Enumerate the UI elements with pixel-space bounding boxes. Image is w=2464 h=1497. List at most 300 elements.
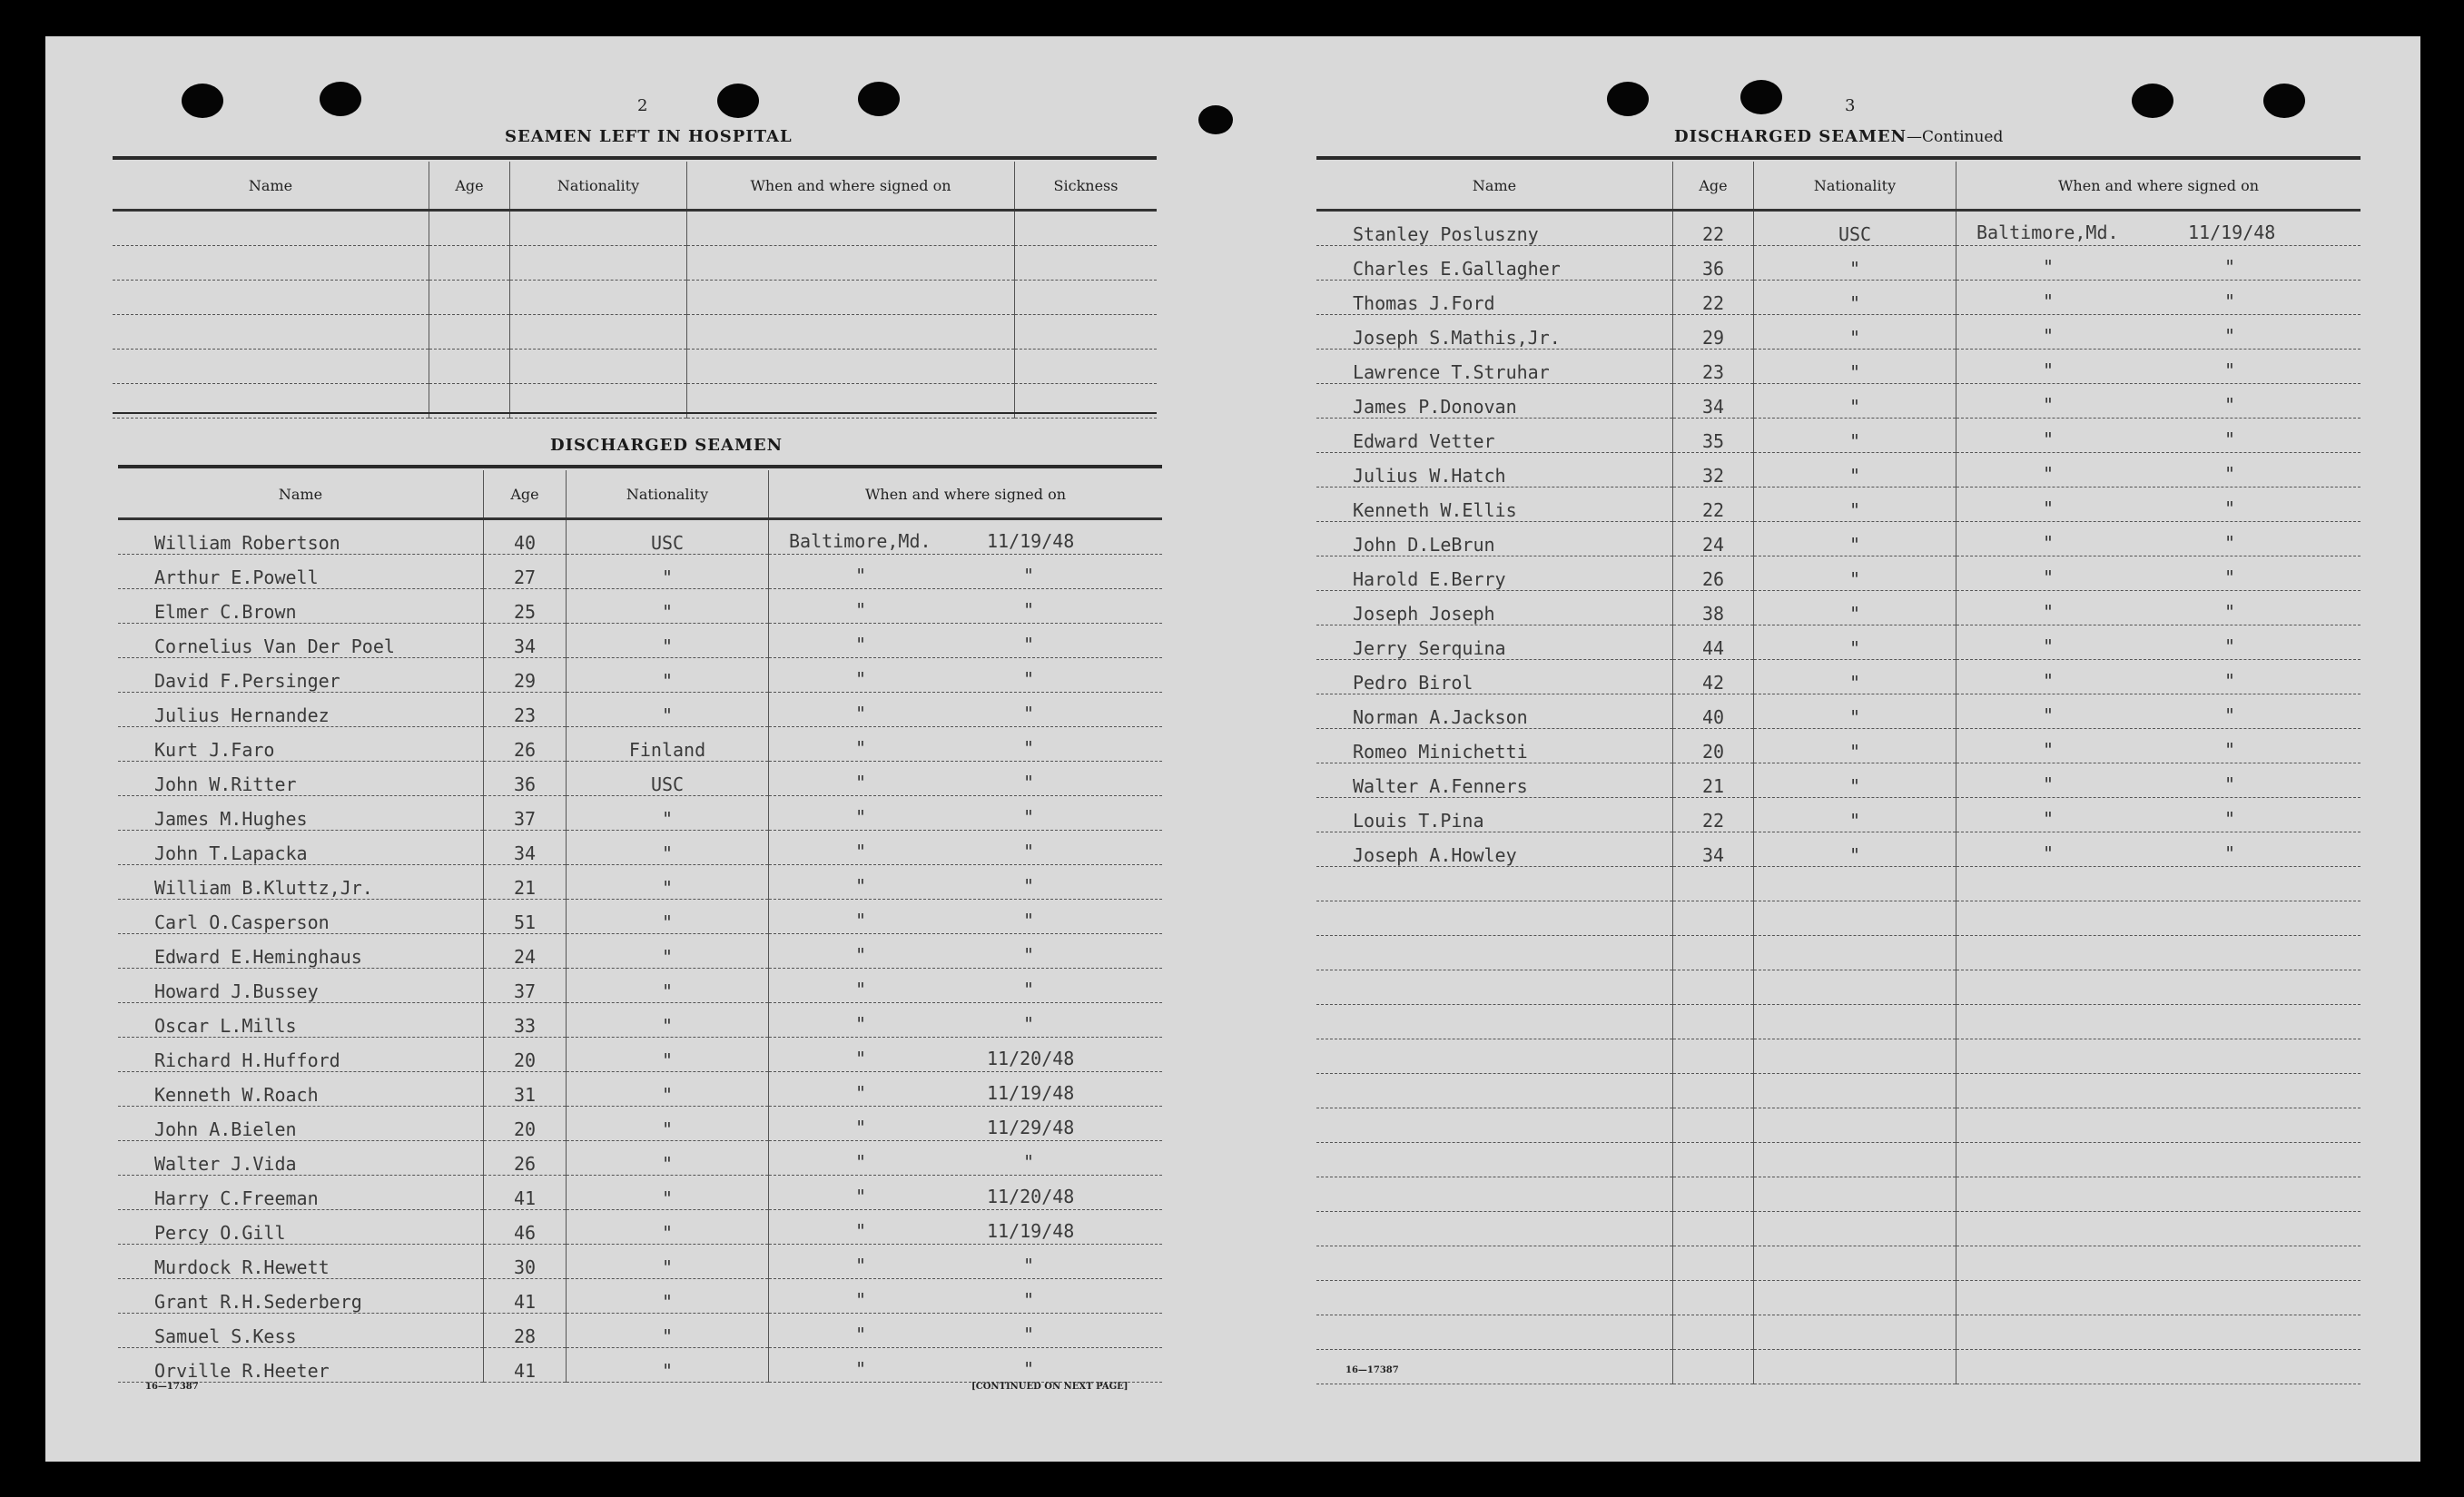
empty-cell bbox=[1956, 1143, 2361, 1177]
empty-cell bbox=[429, 246, 510, 281]
empty-cell bbox=[1316, 1005, 1673, 1039]
seaman-age: 21 bbox=[1673, 763, 1754, 798]
signed-on-cell bbox=[769, 1279, 1163, 1314]
empty-cell bbox=[1754, 1074, 1956, 1108]
signed-on-cell bbox=[769, 1038, 1163, 1072]
col-header-name: Name bbox=[1316, 162, 1673, 211]
signed-on-place: " bbox=[855, 1117, 867, 1138]
empty-cell bbox=[1956, 1281, 2361, 1315]
signed-on-date: " bbox=[2224, 670, 2236, 692]
table-row bbox=[118, 865, 1162, 900]
form-number: 16—17387 bbox=[1345, 1365, 1399, 1375]
signed-on-cell bbox=[769, 589, 1163, 624]
table-row bbox=[1316, 729, 2361, 763]
seaman-age: 26 bbox=[484, 1141, 567, 1176]
signed-on-cell bbox=[1956, 522, 2361, 556]
table-row bbox=[118, 796, 1162, 831]
seaman-name: John T.Lapacka bbox=[118, 831, 484, 865]
signed-on-place: Baltimore,Md. bbox=[789, 530, 931, 552]
seaman-nationality: " bbox=[1754, 522, 1956, 556]
seaman-age: 34 bbox=[1673, 832, 1754, 867]
empty-cell bbox=[1015, 246, 1158, 281]
discharged-continued-table bbox=[1316, 162, 2361, 1384]
seaman-name: Oscar L.Mills bbox=[118, 1003, 484, 1038]
signed-on-place: " bbox=[2043, 566, 2055, 588]
empty-row bbox=[1316, 1143, 2361, 1177]
signed-on-place: " bbox=[2043, 532, 2055, 554]
signed-on-cell bbox=[1956, 798, 2361, 832]
signed-on-date: " bbox=[1023, 1324, 1035, 1345]
empty-row bbox=[113, 246, 1157, 281]
seaman-age: 21 bbox=[484, 865, 567, 900]
punch-hole bbox=[1740, 80, 1782, 114]
seaman-name: Julius Hernandez bbox=[118, 693, 484, 727]
empty-row bbox=[1316, 1315, 2361, 1350]
empty-cell bbox=[1754, 1212, 1956, 1246]
signed-on-date: 11/20/48 bbox=[987, 1186, 1075, 1207]
table-row bbox=[1316, 660, 2361, 694]
seaman-nationality: " bbox=[567, 1107, 769, 1141]
seaman-nationality: " bbox=[1754, 660, 1956, 694]
seaman-name: Thomas J.Ford bbox=[1316, 281, 1673, 315]
empty-cell bbox=[1956, 867, 2361, 901]
table-row bbox=[1316, 488, 2361, 522]
seaman-age: 34 bbox=[484, 624, 567, 658]
section-title-text: DISCHARGED SEAMEN bbox=[1674, 127, 1907, 146]
seaman-name: Cornelius Van Der Poel bbox=[118, 624, 484, 658]
seaman-nationality: " bbox=[1754, 798, 1956, 832]
empty-cell bbox=[1956, 1074, 2361, 1108]
empty-cell bbox=[1673, 1350, 1754, 1384]
signed-on-date: 11/20/48 bbox=[987, 1048, 1075, 1069]
signed-on-date: " bbox=[1023, 1013, 1035, 1035]
table-row bbox=[1316, 315, 2361, 350]
table-row bbox=[1316, 350, 2361, 384]
signed-on-place: " bbox=[2043, 635, 2055, 657]
seaman-age: 24 bbox=[484, 934, 567, 969]
table-row bbox=[1316, 591, 2361, 625]
seaman-age: 32 bbox=[1673, 453, 1754, 488]
seaman-age: 30 bbox=[484, 1245, 567, 1279]
signed-on-cell bbox=[1956, 488, 2361, 522]
seaman-nationality: " bbox=[567, 1314, 769, 1348]
signed-on-date: " bbox=[1023, 806, 1035, 828]
empty-cell bbox=[1754, 1005, 1956, 1039]
empty-row bbox=[113, 315, 1157, 350]
empty-cell bbox=[1754, 1350, 1956, 1384]
seaman-name: Joseph S.Mathis,Jr. bbox=[1316, 315, 1673, 350]
table-row bbox=[118, 969, 1162, 1003]
seaman-nationality: " bbox=[567, 589, 769, 624]
seaman-age: 23 bbox=[1673, 350, 1754, 384]
empty-cell bbox=[429, 211, 510, 246]
signed-on-place: " bbox=[2043, 773, 2055, 795]
table-row bbox=[118, 555, 1162, 589]
empty-cell bbox=[510, 211, 687, 246]
col-header-nationality: Nationality bbox=[510, 162, 687, 211]
signed-on-place: " bbox=[855, 1255, 867, 1276]
seaman-name: Murdock R.Hewett bbox=[118, 1245, 484, 1279]
seaman-age: 26 bbox=[1673, 556, 1754, 591]
signed-on-place: " bbox=[855, 1186, 867, 1207]
seaman-nationality: " bbox=[567, 969, 769, 1003]
seaman-nationality: " bbox=[567, 1141, 769, 1176]
seaman-age: 51 bbox=[484, 900, 567, 934]
signed-on-date: " bbox=[2224, 256, 2236, 278]
signed-on-cell bbox=[769, 519, 1163, 555]
empty-cell bbox=[1754, 1315, 1956, 1350]
empty-row bbox=[1316, 1177, 2361, 1212]
empty-row bbox=[1316, 1074, 2361, 1108]
empty-cell bbox=[1673, 1143, 1754, 1177]
signed-on-cell bbox=[769, 693, 1163, 727]
seaman-age: 20 bbox=[1673, 729, 1754, 763]
seaman-age: 34 bbox=[484, 831, 567, 865]
empty-cell bbox=[429, 281, 510, 315]
col-header-nationality: Nationality bbox=[1754, 162, 1956, 211]
empty-cell bbox=[510, 246, 687, 281]
signed-on-cell bbox=[769, 624, 1163, 658]
empty-cell bbox=[1015, 211, 1158, 246]
table-row bbox=[118, 1141, 1162, 1176]
seaman-nationality: " bbox=[1754, 488, 1956, 522]
seaman-name: Samuel S.Kess bbox=[118, 1314, 484, 1348]
seaman-name: Carl O.Casperson bbox=[118, 900, 484, 934]
signed-on-cell bbox=[769, 934, 1163, 969]
seaman-nationality: " bbox=[1754, 384, 1956, 419]
seaman-nationality: " bbox=[567, 693, 769, 727]
signed-on-cell bbox=[1956, 384, 2361, 419]
empty-cell bbox=[687, 315, 1015, 350]
empty-cell bbox=[1956, 1246, 2361, 1281]
signed-on-cell bbox=[769, 1245, 1163, 1279]
empty-cell bbox=[1316, 1281, 1673, 1315]
table-row bbox=[1316, 832, 2361, 867]
empty-cell bbox=[113, 350, 429, 384]
signed-on-date: " bbox=[2224, 532, 2236, 554]
col-header-name: Name bbox=[113, 162, 429, 211]
signed-on-cell bbox=[769, 969, 1163, 1003]
empty-cell bbox=[1316, 1039, 1673, 1074]
signed-on-date: " bbox=[2224, 566, 2236, 588]
signed-on-place: " bbox=[855, 1013, 867, 1035]
seaman-name: John W.Ritter bbox=[118, 762, 484, 796]
table-row bbox=[118, 831, 1162, 865]
signed-on-place: " bbox=[2043, 291, 2055, 312]
empty-row bbox=[1316, 1005, 2361, 1039]
table-row bbox=[118, 589, 1162, 624]
punch-hole bbox=[1607, 82, 1649, 116]
table-row bbox=[1316, 798, 2361, 832]
col-header-age: Age bbox=[484, 470, 567, 519]
top-rule bbox=[113, 156, 1157, 160]
table-row bbox=[1316, 625, 2361, 660]
empty-row bbox=[1316, 901, 2361, 936]
empty-cell bbox=[1956, 1039, 2361, 1074]
signed-on-place: " bbox=[2043, 739, 2055, 761]
signed-on-cell bbox=[1956, 591, 2361, 625]
seaman-name: Richard H.Hufford bbox=[118, 1038, 484, 1072]
empty-cell bbox=[1673, 1177, 1754, 1212]
empty-cell bbox=[1956, 1212, 2361, 1246]
empty-row bbox=[113, 281, 1157, 315]
page-number: 3 bbox=[1845, 96, 1856, 115]
empty-row bbox=[113, 350, 1157, 384]
seaman-nationality: " bbox=[567, 624, 769, 658]
empty-cell bbox=[1316, 1177, 1673, 1212]
empty-row bbox=[1316, 1212, 2361, 1246]
signed-on-date: " bbox=[1023, 910, 1035, 931]
seaman-nationality: " bbox=[1754, 419, 1956, 453]
empty-row bbox=[1316, 1246, 2361, 1281]
signed-on-cell bbox=[1956, 453, 2361, 488]
signed-on-date: " bbox=[1023, 1255, 1035, 1276]
seaman-name: Percy O.Gill bbox=[118, 1210, 484, 1245]
signed-on-cell bbox=[1956, 246, 2361, 281]
signed-on-date: " bbox=[1023, 979, 1035, 1000]
table-row bbox=[1316, 763, 2361, 798]
signed-on-place: " bbox=[855, 1082, 867, 1104]
signed-on-date: " bbox=[2224, 325, 2236, 347]
seaman-age: 24 bbox=[1673, 522, 1754, 556]
seaman-nationality: " bbox=[567, 865, 769, 900]
seaman-age: 38 bbox=[1673, 591, 1754, 625]
seaman-nationality: " bbox=[567, 1348, 769, 1383]
seaman-nationality: " bbox=[1754, 315, 1956, 350]
empty-row bbox=[1316, 1281, 2361, 1315]
empty-cell bbox=[1015, 315, 1158, 350]
seaman-age: 41 bbox=[484, 1176, 567, 1210]
top-rule bbox=[1316, 156, 2361, 160]
signed-on-date: " bbox=[2224, 773, 2236, 795]
punch-hole bbox=[182, 84, 223, 118]
signed-on-place: " bbox=[855, 979, 867, 1000]
seaman-age: 40 bbox=[1673, 694, 1754, 729]
signed-on-cell bbox=[1956, 694, 2361, 729]
empty-cell bbox=[1673, 1246, 1754, 1281]
empty-cell bbox=[1673, 1315, 1754, 1350]
col-header-signed-on: When and where signed on bbox=[769, 470, 1163, 519]
empty-cell bbox=[1754, 1281, 1956, 1315]
signed-on-cell bbox=[769, 796, 1163, 831]
signed-on-cell bbox=[769, 1072, 1163, 1107]
seaman-age: 22 bbox=[1673, 488, 1754, 522]
punch-hole bbox=[858, 82, 900, 116]
seaman-name: Arthur E.Powell bbox=[118, 555, 484, 589]
empty-cell bbox=[1754, 1108, 1956, 1143]
seaman-age: 31 bbox=[484, 1072, 567, 1107]
empty-cell bbox=[1754, 1039, 1956, 1074]
signed-on-place: " bbox=[2043, 463, 2055, 485]
page-number: 2 bbox=[637, 96, 648, 115]
signed-on-cell bbox=[1956, 419, 2361, 453]
signed-on-date: " bbox=[1023, 944, 1035, 966]
hospital-bottom-rule bbox=[113, 412, 1157, 414]
empty-cell bbox=[1015, 281, 1158, 315]
signed-on-date: 11/29/48 bbox=[987, 1117, 1075, 1138]
signed-on-date: " bbox=[1023, 1151, 1035, 1173]
signed-on-date: " bbox=[2224, 739, 2236, 761]
signed-on-cell bbox=[1956, 281, 2361, 315]
punch-hole bbox=[320, 82, 361, 116]
signed-on-date: " bbox=[1023, 875, 1035, 897]
empty-row bbox=[1316, 867, 2361, 901]
seaman-age: 46 bbox=[484, 1210, 567, 1245]
signed-on-date: " bbox=[2224, 808, 2236, 830]
empty-cell bbox=[1316, 970, 1673, 1005]
table-row bbox=[118, 1038, 1162, 1072]
signed-on-cell bbox=[1956, 832, 2361, 867]
seaman-age: 37 bbox=[484, 796, 567, 831]
empty-cell bbox=[1754, 1143, 1956, 1177]
signed-on-date: " bbox=[2224, 601, 2236, 623]
signed-on-date: " bbox=[1023, 565, 1035, 586]
seaman-nationality: " bbox=[567, 1245, 769, 1279]
signed-on-date: " bbox=[2224, 463, 2236, 485]
empty-cell bbox=[1754, 867, 1956, 901]
signed-on-place: " bbox=[855, 1289, 867, 1311]
signed-on-date: " bbox=[1023, 1358, 1035, 1380]
empty-cell bbox=[687, 246, 1015, 281]
signed-on-place: " bbox=[855, 1220, 867, 1242]
seaman-nationality: " bbox=[567, 900, 769, 934]
empty-cell bbox=[1673, 867, 1754, 901]
seaman-nationality: " bbox=[1754, 763, 1956, 798]
seaman-name: Lawrence T.Struhar bbox=[1316, 350, 1673, 384]
signed-on-place: " bbox=[855, 1151, 867, 1173]
col-header-sickness: Sickness bbox=[1015, 162, 1158, 211]
section-title-suffix: —Continued bbox=[1907, 128, 2004, 146]
seaman-nationality: USC bbox=[567, 519, 769, 555]
empty-cell bbox=[1956, 1108, 2361, 1143]
signed-on-date: " bbox=[1023, 703, 1035, 724]
table-row bbox=[1316, 281, 2361, 315]
table-row bbox=[118, 658, 1162, 693]
signed-on-date: 11/19/48 bbox=[2188, 222, 2276, 243]
signed-on-place: " bbox=[2043, 359, 2055, 381]
signed-on-cell bbox=[1956, 763, 2361, 798]
signed-on-place: " bbox=[855, 1324, 867, 1345]
seaman-name: James P.Donovan bbox=[1316, 384, 1673, 419]
table-row bbox=[118, 1245, 1162, 1279]
seaman-name: Joseph Joseph bbox=[1316, 591, 1673, 625]
signed-on-place: " bbox=[2043, 256, 2055, 278]
signed-on-date: " bbox=[2224, 394, 2236, 416]
signed-on-place: " bbox=[855, 668, 867, 690]
hospital-table bbox=[113, 162, 1157, 419]
seaman-nationality: USC bbox=[567, 762, 769, 796]
seaman-name: Harry C.Freeman bbox=[118, 1176, 484, 1210]
seaman-name: Elmer C.Brown bbox=[118, 589, 484, 624]
empty-cell bbox=[429, 315, 510, 350]
empty-row bbox=[1316, 1108, 2361, 1143]
discharged-top-rule bbox=[118, 465, 1162, 468]
signed-on-cell bbox=[769, 1003, 1163, 1038]
table-row bbox=[118, 762, 1162, 796]
seaman-nationality: " bbox=[1754, 694, 1956, 729]
empty-cell bbox=[1754, 1246, 1956, 1281]
seaman-name: Norman A.Jackson bbox=[1316, 694, 1673, 729]
signed-on-cell bbox=[769, 1210, 1163, 1245]
signed-on-cell bbox=[1956, 556, 2361, 591]
signed-on-date: " bbox=[1023, 841, 1035, 862]
continued-section-title bbox=[1674, 127, 2003, 146]
signed-on-date: " bbox=[1023, 634, 1035, 655]
table-row bbox=[118, 1107, 1162, 1141]
seaman-age: 20 bbox=[484, 1038, 567, 1072]
signed-on-place: " bbox=[855, 841, 867, 862]
seaman-age: 36 bbox=[1673, 246, 1754, 281]
table-row bbox=[118, 693, 1162, 727]
empty-cell bbox=[113, 211, 429, 246]
signed-on-cell bbox=[769, 555, 1163, 589]
table-row bbox=[118, 1176, 1162, 1210]
col-header-name: Name bbox=[118, 470, 484, 519]
table-row bbox=[118, 1279, 1162, 1314]
seaman-age: 44 bbox=[1673, 625, 1754, 660]
empty-cell bbox=[1673, 936, 1754, 970]
signed-on-place: " bbox=[2043, 704, 2055, 726]
signed-on-place: " bbox=[2043, 325, 2055, 347]
signed-on-date: " bbox=[1023, 772, 1035, 793]
table-row bbox=[1316, 522, 2361, 556]
signed-on-place: " bbox=[855, 565, 867, 586]
seaman-age: 35 bbox=[1673, 419, 1754, 453]
empty-cell bbox=[687, 281, 1015, 315]
empty-cell bbox=[1956, 1177, 2361, 1212]
col-header-age: Age bbox=[429, 162, 510, 211]
seaman-name: William Robertson bbox=[118, 519, 484, 555]
table-row bbox=[118, 1314, 1162, 1348]
signed-on-place: " bbox=[2043, 808, 2055, 830]
empty-row bbox=[1316, 936, 2361, 970]
empty-cell bbox=[1316, 1315, 1673, 1350]
empty-cell bbox=[1316, 936, 1673, 970]
punch-hole bbox=[717, 84, 759, 118]
signed-on-cell bbox=[769, 900, 1163, 934]
signed-on-date: " bbox=[1023, 1289, 1035, 1311]
punch-hole bbox=[1198, 105, 1233, 134]
document-sheet bbox=[45, 36, 2420, 1462]
seaman-nationality: " bbox=[1754, 591, 1956, 625]
seaman-nationality: " bbox=[567, 1176, 769, 1210]
seaman-age: 22 bbox=[1673, 211, 1754, 246]
continued-note: [CONTINUED ON NEXT PAGE] bbox=[971, 1382, 1129, 1392]
seaman-nationality: " bbox=[1754, 625, 1956, 660]
empty-cell bbox=[1673, 1281, 1754, 1315]
table-row bbox=[118, 1348, 1162, 1383]
empty-cell bbox=[1673, 901, 1754, 936]
seaman-nationality: " bbox=[567, 1279, 769, 1314]
signed-on-cell bbox=[769, 727, 1163, 762]
empty-cell bbox=[113, 281, 429, 315]
seaman-age: 42 bbox=[1673, 660, 1754, 694]
signed-on-place: " bbox=[2043, 601, 2055, 623]
table-row bbox=[118, 1003, 1162, 1038]
seaman-age: 33 bbox=[484, 1003, 567, 1038]
signed-on-place: " bbox=[855, 737, 867, 759]
discharged-table bbox=[118, 470, 1162, 1383]
signed-on-cell bbox=[1956, 211, 2361, 246]
col-header-signed-on: When and where signed on bbox=[687, 162, 1015, 211]
signed-on-date: " bbox=[2224, 359, 2236, 381]
signed-on-date: " bbox=[2224, 635, 2236, 657]
empty-cell bbox=[1015, 350, 1158, 384]
hospital-section-title: SEAMEN LEFT IN HOSPITAL bbox=[505, 127, 793, 146]
seaman-nationality: " bbox=[567, 1003, 769, 1038]
empty-cell bbox=[1673, 1074, 1754, 1108]
seaman-age: 26 bbox=[484, 727, 567, 762]
